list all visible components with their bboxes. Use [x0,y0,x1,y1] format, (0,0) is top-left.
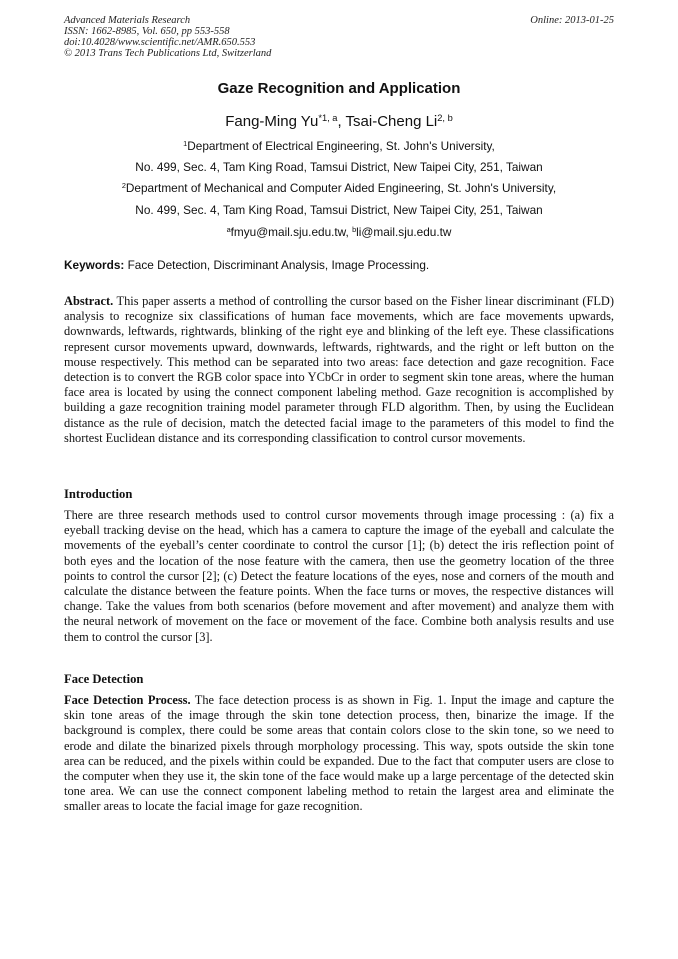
affiliation-line: No. 499, Sec. 4, Tam King Road, Tamsui District, New Taipei City, 251, Taiwan [135,203,543,217]
journal-name: Advanced Materials Research [64,15,191,26]
issn-line: ISSN: 1662-8985, Vol. 650, pp 553-558 [64,26,230,37]
journal-header [64,15,614,59]
online-date: Online: 2013-01-25 [530,15,614,26]
abstract [64,294,614,446]
author-line [0,113,678,130]
keywords-label: Keywords: [64,258,125,272]
email-line [0,225,678,239]
subsection-label: Face Detection Process. [64,693,191,707]
paper-title: Gaze Recognition and Application [217,80,461,97]
email-superscript: a [226,224,231,234]
section-heading-introduction: Introduction [64,487,133,501]
affiliation-text: Department of Mechanical and Computer Aided Engineering, St. John's University, [125,181,557,195]
email-address: li@mail.sju.edu.tw [356,225,452,239]
copyright-line: © 2013 Trans Tech Publications Ltd, Switzerland [64,48,272,59]
section-heading-face-detection: Face Detection [64,672,144,686]
abstract-label: Abstract. [64,294,114,308]
keywords-text: Face Detection, Discriminant Analysis, Image Processing. [124,258,430,272]
affiliation-line: No. 499, Sec. 4, Tam King Road, Tamsui District, New Taipei City, 251, Taiwan [135,160,543,174]
author-separator: , [337,113,346,130]
face-detection-paragraph [64,693,614,815]
affiliation-superscript: 2 [121,180,126,190]
email-superscript: b [352,224,357,234]
abstract-text: This paper asserts a method of controlling the cursor based on the Fisher linear discriminant (FLD) analysis to recognize six classifications of human face movements, which are face movements upwards, downwards, leftwards, rightwards, blinking of the right eye and blinking of the left eye. These classifications represent cursor movements upward, downwards, leftwards, rightwards, and the right or left button on the mouse respectively. This method can be separated into two areas: face detection and gaze recognition. Face detection is to convert the RGB color space into YCbCr in order to segment skin tone areas, where the human face area is located by using the connect component labeling method. Gaze recognition is accomplished by building a gaze recognition training model parameter through FLD algorithm. Then, by using the Euclidean distance as the rule of decision, match the detected facial image to the parameters of this model to find the shortest Euclidean distance and its corresponding classification to control cursor movements. [64,294,614,445]
affiliation-line [0,139,678,153]
introduction-text: There are three research methods used to control cursor movements through image processing : (a) fix a eyeball tracking devise on the head, which has a camera to capture the image of the eyeball and calculate the movements of the eyeball’s center coordinate to control the cursor [1]; (b) detect the iris reflection point of both eyes and the location of the nose feature with the camera, then use the geometry location of the three points to control the cursor [2]; (c) Detect the feature locations of the eyes, nose and corners of the mouth and calculate the distance between the feature points. When the face turns or moves, the respective distances will change. Take the values from both scenarios (before movement and after movement) and analyze them with the neural network of movement on the face or movement of the face. Combine both analysis results and use them to control the cursor [3]. [64,508,614,644]
affiliation-line [0,181,678,195]
doi-line: doi:10.4028/www.scientific.net/AMR.650.553 [64,37,256,48]
keywords [64,258,614,272]
author-name: Fang-Ming Yu [225,113,319,130]
face-detection-text: The face detection process is as shown in Fig. 1. Input the image and capture the skin tone areas of the image through the skin tone detection process, then, binarize the image. If the background is complex, there could be some areas that contain colors close to the skin tone, so we need to erode and dilate the binarized pixels through morphology processing. This way, spots outside the skin tone area can be reduced, and the pixels within could be expanded. Due to the fact that computer users are close to the computer when they use it, the skin tone of the face would make up a large percentage of the detected skin tone area. We can use the connect component labeling method to retain the largest area and eliminate the smaller areas to locate the facial image for gaze recognition. [64,693,615,814]
affiliation-text: Department of Electrical Engineering, St. John's University, [187,139,495,153]
email-address: fmyu@mail.sju.edu.tw, [230,225,353,239]
author-name: Tsai-Cheng Li [345,113,438,130]
affiliation-superscript: 1 [183,138,188,148]
author-superscript: 2, b [437,112,453,123]
author-superscript: *1, a [318,112,338,123]
